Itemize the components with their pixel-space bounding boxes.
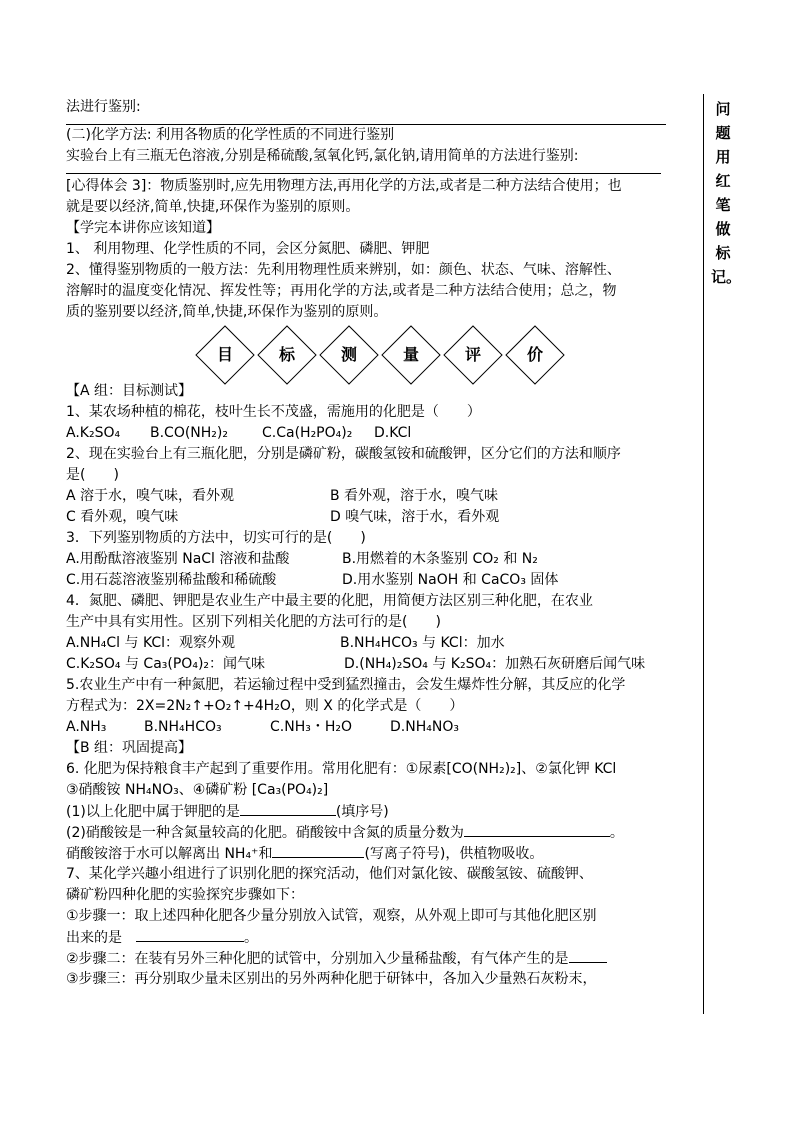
intro-line-1: 法进行鉴别: xyxy=(66,99,141,115)
question-5b: 方程式为：2X=2N₂↑+O₂↑+4H₂O，则 X 的化学式是（ ） xyxy=(66,698,464,714)
q6e-prefix: 硝酸铵溶于水可以解离出 NH₄⁺和 xyxy=(66,846,273,862)
q6d-suffix: 。 xyxy=(609,825,624,841)
question-1: 1、某农场种植的棉花，枝叶生长不茂盛，需施用的化肥是（ ） xyxy=(66,404,481,420)
q7d-suffix: 。 xyxy=(244,930,258,946)
q4-option-d: D.(NH₄)₂SO₄ 与 K₂SO₄：加熟石灰研磨后闻气味 xyxy=(344,656,646,672)
question-7b: 磷矿粉四种化肥的实验探究步骤如下： xyxy=(66,887,304,903)
tip-line-2: 就是要以经济,简单,快捷,环保作为鉴别的原则。 xyxy=(66,199,360,215)
q6d-blank[interactable] xyxy=(464,822,610,837)
q3-option-a: A.用酚酞溶液鉴别 NaCl 溶液和盐酸 xyxy=(66,551,290,567)
question-7f: ③步骤三：再分别取少量未区别出的另外两种化肥于研钵中，各加入少量熟石灰粉末， xyxy=(66,971,597,987)
q4-option-a: A.NH₄Cl 与 KCl：观察外观 xyxy=(66,635,236,651)
question-4-options-row-2 xyxy=(66,654,706,675)
tip-line-1: [心得体会 3]：物质鉴别时,应先用物理方法,再用化学的方法,或者是二种方法结合使用；也 xyxy=(66,178,622,194)
question-2a: 2、现在实验台上有三瓶化肥，分别是磷矿粉，碳酸氢铵和硫酸钾，区分它们的方法和顺序 xyxy=(66,446,621,462)
q1-option-c: C.Ca(H₂PO₄)₂ xyxy=(262,425,353,441)
q2-option-d: D 嗅气味，溶于水，看外观 xyxy=(330,509,500,525)
group-b-heading: 【B 组：巩固提高】 xyxy=(66,740,193,756)
q6e-suffix: (写离子符号)，供植物吸收。 xyxy=(364,846,544,862)
banner-char-5: 评 xyxy=(464,345,481,364)
banner-char-2: 标 xyxy=(278,345,295,364)
section-banner xyxy=(66,331,706,379)
banner-char-4: 量 xyxy=(402,345,419,364)
q3-option-d: D.用水鉴别 NaOH 和 CaCO₃ 固体 xyxy=(342,572,559,588)
banner-char-3: 测 xyxy=(340,345,357,364)
banner-char-1: 目 xyxy=(216,345,233,364)
summary-point-2c: 质的鉴别要以经济,简单,快捷,环保作为鉴别的原则。 xyxy=(66,304,388,320)
question-6b: ③硝酸铵 NH₄NO₃、④磷矿粉 [Ca₃(PO₄)₂] xyxy=(66,782,329,798)
question-5-options xyxy=(66,717,706,738)
q7d-blank[interactable] xyxy=(136,927,244,942)
summary-point-2a: 2、懂得鉴别物质的一般方法：先利用物理性质来辨别，如：颜色、状态、气味、溶解性、 xyxy=(66,262,621,278)
question-3-options-row-2 xyxy=(66,570,706,591)
worksheet-body xyxy=(66,97,706,990)
q6e-blank[interactable] xyxy=(272,843,364,858)
question-4-options-row-1 xyxy=(66,633,706,654)
q6c-prefix: (1)以上化肥中属于钾肥的是 xyxy=(66,804,240,820)
q6d-prefix: (2)硝酸铵是一种含氮量较高的化肥。硝酸铵中含氮的质量分数为 xyxy=(66,825,464,841)
question-5a: 5.农业生产中有一种氮肥，若运输过程中受到猛烈撞击，会发生爆炸性分解，其反应的化学 xyxy=(66,677,626,693)
summary-point-1: 1、 利用物理、化学性质的不同，会区分氮肥、磷肥、钾肥 xyxy=(66,241,430,257)
group-a-heading: 【A 组：目标测试】 xyxy=(66,383,193,399)
question-7e xyxy=(66,948,706,969)
sidebar-note: 问题用红笔做标记。 xyxy=(711,100,742,286)
q5-option-c: C.NH₃・H₂O xyxy=(270,719,352,735)
question-6d xyxy=(66,822,706,843)
q1-option-d: D.KCl xyxy=(374,425,412,441)
question-4a: 4．氮肥、磷肥、钾肥是农业生产中最主要的化肥，用简便方法区别三种化肥，在农业 xyxy=(66,593,593,609)
question-3: 3．下列鉴别物质的方法中，切实可行的是( ) xyxy=(66,530,366,546)
question-6e xyxy=(66,843,706,864)
question-4b: 生产中具有实用性。区别下列相关化肥的方法可行的是( ) xyxy=(66,614,441,630)
q4-option-b: B.NH₄HCO₃ 与 KCl：加水 xyxy=(340,635,505,651)
q1-option-b: B.CO(NH₂)₂ xyxy=(150,425,228,441)
intro-line-2: (二)化学方法: 利用各物质的化学性质的不同进行鉴别 xyxy=(66,127,395,143)
q7e-prefix: ②步骤二：在装有另外三种化肥的试管中，分别加入少量稀盐酸，有气体产生的是 xyxy=(66,951,569,967)
banner-char-6: 价 xyxy=(526,345,543,364)
summary-heading: 【学完本讲你应该知道】 xyxy=(66,220,220,236)
q1-option-a: A.K₂SO₄ xyxy=(66,425,121,441)
q5-option-b: B.NH₄HCO₃ xyxy=(144,719,222,735)
q3-option-c: C.用石蕊溶液鉴别稀盐酸和稀硫酸 xyxy=(66,572,277,588)
question-7c: ①步骤一：取上述四种化肥各少量分别放入试管，观察，从外观上即可与其他化肥区别 xyxy=(66,908,597,924)
question-2-options-row-2 xyxy=(66,507,706,528)
question-2-options-row-1 xyxy=(66,486,706,507)
question-2b: 是( ) xyxy=(66,467,119,483)
question-6a: 6. 化肥为保持粮食丰产起到了重要作用。常用化肥有：①尿素[CO(NH₂)₂]、②氯化钾 KCl xyxy=(66,761,617,777)
question-1-options xyxy=(66,423,706,444)
q7d-prefix: 出来的是 xyxy=(66,930,122,946)
question-7a: 7、某化学兴趣小组进行了识别化肥的探究活动，他们对氯化铵、碳酸氢铵、硫酸钾、 xyxy=(66,866,593,882)
q2-option-c: C 看外观，嗅气味 xyxy=(66,509,179,525)
question-7d xyxy=(66,927,706,948)
q3-option-b: B.用燃着的木条鉴别 CO₂ 和 N₂ xyxy=(342,551,538,567)
intro-line-3: 实验台上有三瓶无色溶液,分别是稀硫酸,氢氧化钙,氯化钠,请用简单的方法进行鉴别: xyxy=(66,148,579,164)
q2-option-a: A 溶于水，嗅气味，看外观 xyxy=(66,488,235,504)
q7e-blank[interactable] xyxy=(569,948,607,963)
q4-option-c: C.K₂SO₄ 与 Ca₃(PO₄)₂：闻气味 xyxy=(66,656,266,672)
summary-point-2b: 溶解时的温度变化情况、挥发性等；再用化学的方法,或者是二种方法结合使用；总之，物 xyxy=(66,283,617,299)
q2-option-b: B 看外观，溶于水，嗅气味 xyxy=(330,488,499,504)
answer-line-2 xyxy=(66,173,661,174)
q6c-suffix: (填序号) xyxy=(335,804,389,820)
q6c-blank[interactable] xyxy=(240,801,336,816)
q5-option-a: A.NH₃ xyxy=(66,719,107,735)
q5-option-d: D.NH₄NO₃ xyxy=(390,719,459,735)
question-6c xyxy=(66,801,706,822)
question-3-options-row-1 xyxy=(66,549,706,570)
